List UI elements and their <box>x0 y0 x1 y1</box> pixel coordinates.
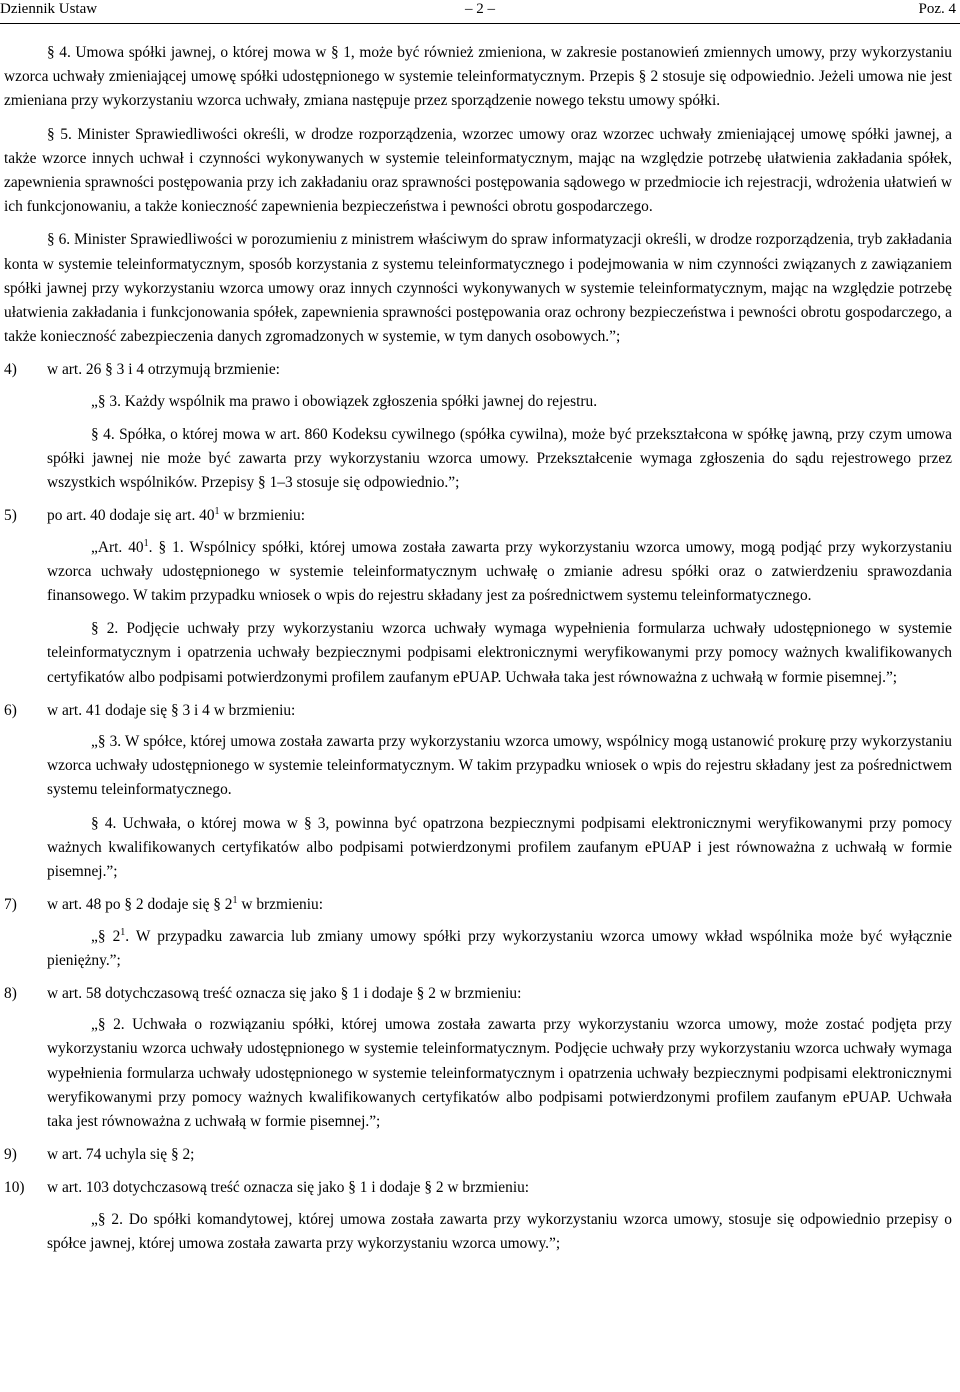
item-number: 5) <box>4 507 17 525</box>
list-item-4 <box>4 358 952 382</box>
list-item-8 <box>4 982 952 1006</box>
list-item-6 <box>4 699 952 723</box>
item-number: 8) <box>4 984 17 1002</box>
item-number: 10) <box>4 1179 25 1197</box>
item-number: 4) <box>4 361 17 379</box>
quoted-provision: „§ 2. Do spółki komandytowej, której umowa została zawarta przy wykorzystaniu wzorca umowy, stosuje się odpowiednio przepisy o spółce jawnej, której umowa została zawarta przy wykorzystaniu wzorca umowy.”; <box>47 1210 952 1252</box>
item-text: w art. 74 uchyla się § 2; <box>47 1146 195 1164</box>
paragraph-section-5: § 5. Minister Sprawiedliwości określi, w drodze rozporządzenia, wzorzec umowy oraz wzorzec uchwały zmieniającej umowę spółki jawnej, a także wzorce innych uchwał i czynności wykonywanych w systemie teleinformatycznym, mając na względzie potrzebę ułatwienia zakładania spółek, zapewnienia sprawności postępowania przy ich zakładaniu oraz sprawności postępowania sądowego w przedmiocie ich rejestracji, wdrożenia ułatwień w ich funkcjonowaniu, a także konieczność zapewnienia bezpieczeństwa i pewności obrotu gospodarczego. <box>4 125 952 216</box>
list-item-9 <box>4 1143 952 1167</box>
quoted-provision: „Art. $40^1$. § 1. Wspólnicy spółki, której umowa została zawarta przy wykorzystaniu wzorca umowy, mogą podjąć przy wykorzystaniu wzorca uchwały udostępnionego w systemie teleinformatycznym uchwałę o zmianie adresu spółki oraz o zatwierdzeniu sprawozdania finansowego. W takim przypadku wniosek o wpis do rejestru składany jest za pośrednictwem systemu teleinformatycznego. <box>47 537 952 605</box>
item-number: 7) <box>4 896 17 914</box>
quoted-provision: „§ $2^1$. W przypadku zawarcia lub zmiany umowy spółki przy wykorzystaniu wzorca umowy wkład wspólnika może być wyłącznie pieniężny.”; <box>47 926 952 969</box>
item-text: w art. 26 § 3 i 4 otrzymują brzmienie: <box>47 361 280 379</box>
quoted-provision: „§ 3. Każdy wspólnik ma prawo i obowiązek zgłoszenia spółki jawnej do rejestru. <box>91 392 598 410</box>
item-text: w art. 48 po § 2 dodaje się § $2^1$ w brzmieniu: <box>47 895 323 914</box>
page-number: – 2 – <box>465 1 495 17</box>
list-item-5 <box>4 504 952 528</box>
list-item-10 <box>4 1176 952 1200</box>
paragraph-section-6: § 6. Minister Sprawiedliwości w porozumieniu z ministrem właściwym do spraw informatyzacji określi, w drodze rozporządzenia, tryb zakładania konta w systemie teleinformatycznym, sposób korzystania z systemu teleinformatycznego i podejmowania w nim czynności związanych z zawiązaniem spółki jawnej przy wykorzystaniu wzorca umowy oraz innych czynności wykonywanych w systemie teleinformatycznym, mając na względzie potrzebę ułatwienia zakładania i funkcjonowania spółek, zapewnienia sprawności postępowania oraz ochrony bezpieczeństwa i pewności obrotu gospodarczego, a także konieczność zabezpieczenia danych zgromadzonych w systemie, w tym danych osobowych.”; <box>4 231 952 346</box>
paragraph-section-4: § 4. Umowa spółki jawnej, o której mowa w § 1, może być również zmieniona, w zakresie postanowień zmiennych umowy, przy wykorzystaniu wzorca uchwały zmieniającej umowę spółki udostępnionego w systemie teleinformatycznym. Przepis § 2 stosuje się odpowiednio. Jeżeli umowa nie jest zmieniana przy wykorzystaniu wzorca uchwały, zmiana następuje przez sporządzenie nowego tekstu umowy spółki. <box>4 44 952 110</box>
quoted-provision: § 4. Spółka, o której mowa w art. 860 Kodeksu cywilnego (spółka cywilna), może być przekształcona w spółkę jawną, przy czym umowa spółki jawnej nie może być zawarta przy wykorzystaniu wzorca umowy. Przekształcenie wymaga zgłoszenia do sądu rejestrowego przez wszystkich wspólników. Przepisy § 1–3 stosuje się odpowiednio.”; <box>47 425 952 492</box>
header-rule <box>0 23 960 24</box>
page-header <box>0 0 960 22</box>
item-number: 9) <box>4 1146 17 1164</box>
item-number: 6) <box>4 701 17 719</box>
document-body <box>4 41 952 1256</box>
position-number: Poz. 4 <box>918 1 956 17</box>
list-item-7 <box>4 893 952 917</box>
item-text: w art. 41 dodaje się § 3 i 4 w brzmieniu: <box>47 701 296 719</box>
item-text: po art. 40 dodaje się art. $40^1$ w brzmieniu: <box>47 506 306 525</box>
item-text: w art. 58 dotychczasową treść oznacza się jako § 1 i dodaje § 2 w brzmieniu: <box>47 984 522 1002</box>
quoted-provision: § 4. Uchwała, o której mowa w § 3, powinna być opatrzona bezpiecznymi podpisami elektronicznymi weryfikowanymi przy pomocy ważnych kwalifikowanych certyfikatów albo podpisami potwierdzonymi profilem zaufanym ePUAP i jest równoważna z uchwałą w formie pisemnej.”; <box>47 814 952 881</box>
quoted-provision: § 2. Podjęcie uchwały przy wykorzystaniu wzorca uchwały wymaga wypełnienia formularza uchwały udostępnionego w systemie teleinformatycznym i opatrzenia uchwały bezpiecznymi podpisami elektronicznymi weryfikowanymi przy pomocy ważnych kwalifikowanych certyfikatów albo podpisami potwierdzonymi profilem zaufanym ePUAP. Uchwała taka jest równoważna z uchwałą w formie pisemnej.”; <box>47 620 952 686</box>
quoted-provision: „§ 2. Uchwała o rozwiązaniu spółki, której umowa została zawarta przy wykorzystaniu wzorca umowy, może zostać podjęta przy wykorzystaniu wzorca uchwały udostępnionego w systemie teleinformatycznym. Podjęcie uchwały przy wykorzystaniu wzorca uchwały wymaga wypełnienia formularza uchwały udostępnionego w systemie teleinformatycznym i opatrzenia uchwały bezpiecznymi podpisami elektronicznymi weryfikowanymi przy pomocy ważnych kwalifikowanych certyfikatów albo podpisami potwierdzonymi profilem zaufanym ePUAP. Uchwała taka jest równoważna z uchwałą w formie pisemnej.”; <box>47 1016 952 1130</box>
journal-title: Dziennik Ustaw <box>0 1 98 17</box>
quoted-provision: „§ 3. W spółce, której umowa została zawarta przy wykorzystaniu wzorca umowy, wspólnicy mogą ustanowić prokurę przy wykorzystaniu wzorca uchwały udostępnionego w systemie teleinformatycznym. W takim przypadku wniosek o wpis do rejestru składany jest za pośrednictwem systemu teleinformatycznego. <box>47 733 952 799</box>
item-text: w art. 103 dotychczasową treść oznacza się jako § 1 i dodaje § 2 w brzmieniu: <box>47 1179 530 1197</box>
